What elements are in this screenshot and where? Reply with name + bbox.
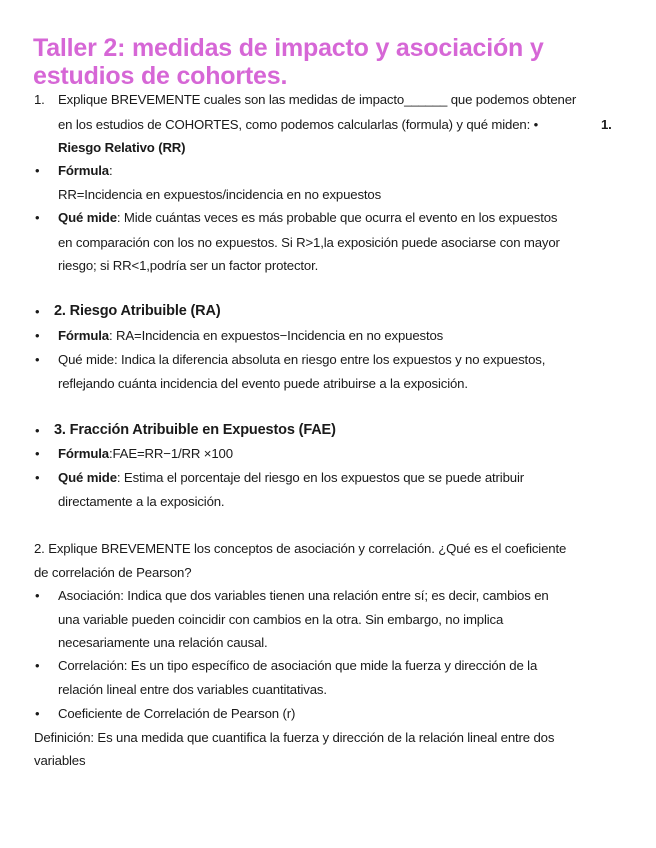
fae-formula-label: Fórmula xyxy=(58,446,109,461)
q2-line-1: 2. Explique BREVEMENTE los conceptos de asociación y correlación. ¿Qué es el coeficiente xyxy=(34,541,567,556)
fae-formula-line xyxy=(58,446,233,462)
rr-heading: Riesgo Relativo (RR) xyxy=(58,140,186,155)
page-title: Taller 2: medidas de impacto y asociación y estudios de cohortes. xyxy=(33,34,544,90)
bullet-correlacion: • xyxy=(35,658,40,673)
bullet-ra-mide: • xyxy=(35,352,40,367)
bullet-pearson: • xyxy=(35,706,40,721)
bullet-rr-mide: • xyxy=(35,210,40,225)
rr-mide-line-1 xyxy=(58,210,557,226)
ra-formula-text: : RA=Incidencia en expuestos−Incidencia en no expuestos xyxy=(108,328,444,343)
rr-formula-label: Fórmula xyxy=(58,163,109,178)
ra-formula-label: Fórmula xyxy=(58,328,109,343)
pearson-line: Coeficiente de Correlación de Pearson (r) xyxy=(58,706,296,721)
rr-mide-label: Qué mide xyxy=(58,210,117,225)
definicion-line-1: Definición: Es una medida que cuantifica la fuerza y dirección de la relación lineal entre dos xyxy=(34,730,555,745)
rr-number: 1. xyxy=(601,117,612,132)
rr-formula-colon: : xyxy=(108,163,113,178)
rr-formula-header xyxy=(58,163,113,179)
definicion-line-2: variables xyxy=(34,753,86,768)
ra-heading: 2. Riesgo Atribuible (RA) xyxy=(54,303,221,319)
fae-mide-line-1 xyxy=(58,470,524,486)
q1-number: 1. xyxy=(34,92,45,107)
correlacion-line-2: relación lineal entre dos variables cuantitativas. xyxy=(58,682,327,697)
ra-formula-line xyxy=(58,328,443,344)
fae-mide-text-1: : Estima el porcentaje del riesgo en los expuestos que se puede atribuir xyxy=(116,470,524,485)
correlacion-line-1: Correlación: Es un tipo específico de asociación que mide la fuerza y dirección de la xyxy=(58,658,538,673)
asociacion-line-2: una variable pueden coincidir con cambios en la otra. Sin embargo, no implica xyxy=(58,612,504,627)
bullet-ra-formula: • xyxy=(35,328,40,343)
q1-line-1: Explique BREVEMENTE cuales son las medidas de impacto______ que podemos obtener xyxy=(58,92,577,107)
ra-mide-line-1: Qué mide: Indica la diferencia absoluta en riesgo entre los expuestos y no expuestos, xyxy=(58,352,546,367)
fae-formula-text: :FAE=RR−1/RR ×100 xyxy=(108,446,233,461)
bullet-rr-formula: • xyxy=(35,163,40,178)
fae-mide-line-2: directamente a la exposición. xyxy=(58,494,225,509)
q2-line-2: de correlación de Pearson? xyxy=(34,565,192,580)
q1-line-2: en los estudios de COHORTES, como podemos calcularlas (formula) y qué miden: • xyxy=(58,117,539,132)
ra-mide-line-2: reflejando cuánta incidencia del evento puede atribuirse a la exposición. xyxy=(58,376,468,391)
bullet-ra-heading: • xyxy=(35,304,40,319)
bullet-fae-mide: • xyxy=(35,470,40,485)
bullet-fae-formula: • xyxy=(35,446,40,461)
fae-mide-label: Qué mide xyxy=(58,470,117,485)
bullet-asociacion: • xyxy=(35,588,40,603)
asociacion-line-1: Asociación: Indica que dos variables tienen una relación entre sí; es decir, cambios en xyxy=(58,588,549,603)
rr-mide-line-3: riesgo; si RR<1,podría ser un factor protector. xyxy=(58,258,319,273)
rr-formula-text: RR=Incidencia en expuestos/incidencia en no expuestos xyxy=(58,187,382,202)
asociacion-line-3: necesariamente una relación causal. xyxy=(58,635,268,650)
rr-mide-text-1: : Mide cuántas veces es más probable que ocurra el evento en los expuestos xyxy=(116,210,558,225)
rr-mide-line-2: en comparación con los no expuestos. Si R>1,la exposición puede asociarse con mayor xyxy=(58,235,560,250)
bullet-fae-heading: • xyxy=(35,423,40,438)
fae-heading: 3. Fracción Atribuible en Expuestos (FAE) xyxy=(54,422,336,438)
